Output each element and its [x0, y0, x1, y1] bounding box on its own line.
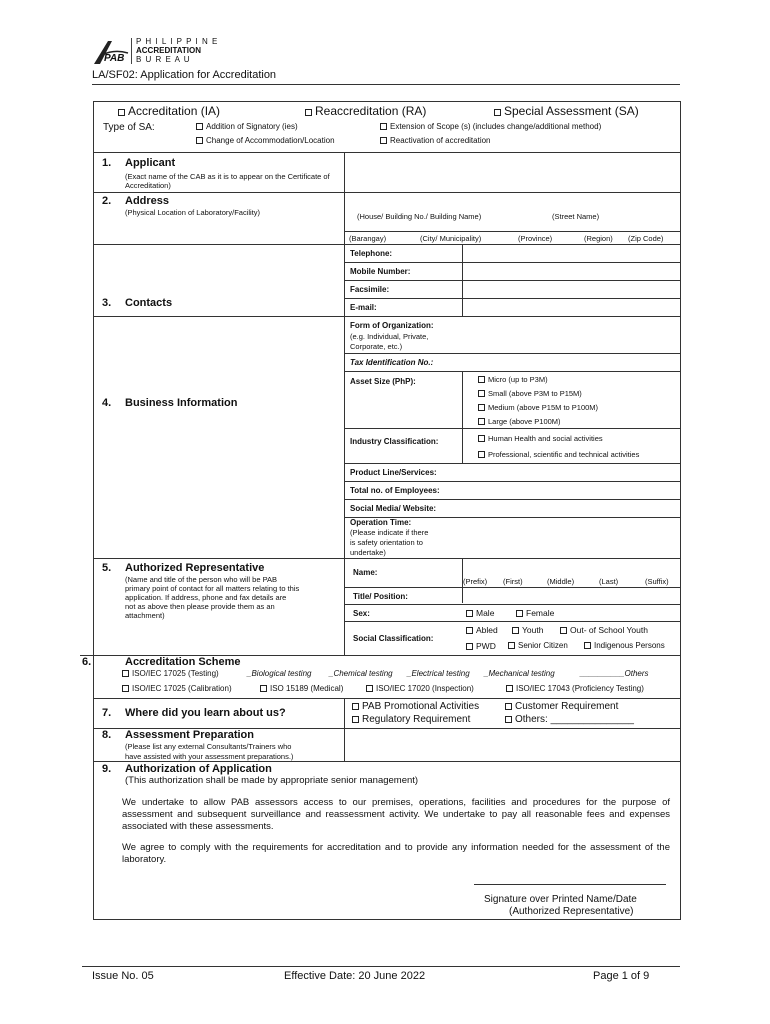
- scheme-proficiency-label: ISO/IEC 17043 (Proficiency Testing): [516, 684, 644, 693]
- class-opt-pwd[interactable]: [466, 641, 496, 651]
- checkbox-calibration[interactable]: [122, 685, 129, 692]
- s5-note-line3: application. If address, phone and fax details are: [125, 593, 287, 602]
- s2-title: Address: [125, 195, 170, 207]
- checkbox-scope[interactable]: [380, 123, 387, 130]
- asset-opt-medium[interactable]: [478, 403, 598, 412]
- option-ia-label: Accreditation (IA): [128, 104, 221, 118]
- learn-opt-others[interactable]: [505, 714, 634, 725]
- checkbox-health[interactable]: [478, 435, 485, 442]
- checkbox-sa[interactable]: [494, 109, 501, 116]
- checkbox-medium[interactable]: [478, 404, 485, 411]
- class-opt-oosy-label: Out- of School Youth: [570, 625, 648, 635]
- addr-city-label: (City/ Municipality): [420, 234, 482, 243]
- class-opt-abled-label: Abled: [476, 625, 498, 635]
- doc-title: LA/SF02: Application for Accreditation: [92, 69, 277, 81]
- consultants-field[interactable]: [346, 730, 679, 760]
- scheme-chem[interactable]: _Chemical testing: [329, 669, 393, 678]
- class-opt-pwd-label: PWD: [476, 641, 496, 651]
- scheme-calibration-label: ISO/IEC 17025 (Calibration): [132, 684, 232, 693]
- sa-option-accommodation[interactable]: [196, 136, 335, 145]
- s5-note-line4: not as above then please provide them as an: [125, 602, 275, 611]
- class-opt-indigenous-label: Indigenous Persons: [594, 641, 665, 650]
- sa-option-scope[interactable]: [380, 122, 601, 131]
- scheme-testing[interactable]: [122, 669, 219, 678]
- authorization-paragraph-2: We agree to comply with the requirements for accreditation and to provide any information needed for the assessment of the laboratory.: [122, 842, 670, 865]
- header-rule: [92, 84, 680, 85]
- s3-title: Contacts: [125, 297, 173, 309]
- social-class-label: Social Classification:: [353, 634, 434, 643]
- industry-opt-health-label: Human Health and social activities: [488, 434, 603, 443]
- s4-number: 4.: [102, 397, 112, 409]
- s8-note1: (Please list any external Consultants/Trainers who: [125, 742, 292, 751]
- checkbox-medical[interactable]: [260, 685, 267, 692]
- checkbox-reactivation[interactable]: [380, 137, 387, 144]
- learn-opt-promo[interactable]: [352, 701, 479, 712]
- rep-suffix-label: (Suffix): [645, 577, 669, 586]
- footer-rule: [82, 966, 680, 967]
- s5-number: 5.: [102, 562, 112, 574]
- form-org-note1: (e.g. Individual, Private,: [350, 332, 429, 341]
- checkbox-regulatory[interactable]: [352, 716, 359, 723]
- s9-title: Authorization of Application: [125, 763, 272, 775]
- operation-time-note3: undertake): [350, 548, 386, 557]
- s9-note: (This authorization shall be made by appropriate senior management): [125, 775, 419, 786]
- signature-label: Signature over Printed Name/Date: [484, 894, 637, 905]
- checkbox-accommodation[interactable]: [196, 137, 203, 144]
- industry-opt-health[interactable]: [478, 434, 603, 443]
- sex-opt-female-label: Female: [526, 608, 555, 618]
- scheme-calibration[interactable]: [122, 684, 232, 693]
- checkbox-professional[interactable]: [478, 451, 485, 458]
- org-line3: B U R E A U: [136, 55, 191, 64]
- email-label: E-mail:: [350, 303, 377, 312]
- type-of-sa-label: Type of SA:: [103, 122, 155, 133]
- addr-region-label: (Region): [584, 234, 613, 243]
- s5-note-line1: (Name and title of the person who will be PAB: [125, 575, 278, 584]
- email-field[interactable]: [464, 300, 679, 315]
- s6-title: Accreditation Scheme: [125, 656, 241, 668]
- operation-time-note2: is safety orientation to: [350, 538, 423, 547]
- rep-last-label: (Last): [599, 577, 619, 586]
- s8-number: 8.: [102, 729, 112, 741]
- option-ia[interactable]: [118, 104, 220, 118]
- s9-number: 9.: [102, 763, 112, 775]
- addr-zip-label: (Zip Code): [628, 234, 664, 243]
- sa-option-signatory[interactable]: [196, 122, 298, 131]
- scheme-others[interactable]: __________Others: [580, 669, 649, 678]
- s2-note: (Physical Location of Laboratory/Facility): [125, 208, 261, 217]
- checkbox-micro[interactable]: [478, 376, 485, 383]
- class-opt-oosy[interactable]: [560, 625, 648, 635]
- signature-sublabel: (Authorized Representative): [509, 906, 634, 917]
- checkbox-ia[interactable]: [118, 109, 125, 116]
- addr-house-label: (House/ Building No./ Building Name): [357, 212, 482, 221]
- addr-barangay-label: (Barangay): [349, 234, 387, 243]
- industry-label: Industry Classification:: [350, 437, 439, 446]
- checkbox-small[interactable]: [478, 390, 485, 397]
- class-opt-indigenous[interactable]: [584, 641, 665, 650]
- mobile-label: Mobile Number:: [350, 267, 411, 276]
- s1-title: Applicant: [125, 157, 176, 169]
- class-opt-youth[interactable]: [512, 625, 543, 635]
- form-org-note2: Corporate, etc.): [350, 342, 403, 351]
- mobile-field[interactable]: [464, 264, 679, 279]
- checkbox-others[interactable]: [505, 716, 512, 723]
- s3-number: 3.: [102, 297, 112, 309]
- option-sa[interactable]: [494, 104, 639, 118]
- learn-opt-regulatory[interactable]: [352, 714, 470, 725]
- class-opt-senior-label: Senior Citizen: [518, 641, 568, 650]
- rep-name-label: Name:: [353, 568, 378, 577]
- industry-opt-professional[interactable]: [478, 450, 639, 459]
- rep-title-label: Title/ Position:: [353, 592, 408, 601]
- checkbox-indigenous[interactable]: [584, 642, 591, 649]
- employees-label: Total no. of Employees:: [350, 486, 440, 495]
- addr-province-label: (Province): [518, 234, 553, 243]
- rep-prefix-label: (Prefix): [463, 577, 488, 586]
- s6-number: 6.: [82, 656, 92, 668]
- asset-opt-large[interactable]: [478, 417, 561, 426]
- logo-letters: PAB: [104, 53, 125, 64]
- telephone-field[interactable]: [464, 246, 679, 261]
- sex-opt-male[interactable]: [466, 608, 494, 618]
- s5-note: [125, 575, 340, 620]
- learn-opt-others-label: Others: _______________: [515, 714, 634, 725]
- operation-time-label: Operation Time:: [350, 518, 412, 527]
- asset-opt-micro[interactable]: [478, 375, 548, 384]
- asset-opt-medium-label: Medium (above P15M to P100M): [488, 403, 599, 412]
- s8-note2: have assisted with your assessment preparations.): [125, 752, 294, 761]
- checkbox-youth[interactable]: [512, 627, 519, 634]
- sex-opt-female[interactable]: [516, 608, 554, 618]
- class-opt-abled[interactable]: [466, 625, 498, 635]
- checkbox-male[interactable]: [466, 610, 473, 617]
- footer-effective-date: Effective Date: 20 June 2022: [284, 970, 426, 982]
- org-line1: P H I L I P P I N E: [136, 37, 219, 46]
- sa-option-accommodation-label: Change of Accommodation/Location: [206, 136, 335, 145]
- s7-number: 7.: [102, 707, 112, 719]
- sa-option-signatory-label: Addition of Signatory (ies): [206, 122, 298, 131]
- learn-opt-regulatory-label: Regulatory Requirement: [362, 714, 471, 725]
- industry-opt-professional-label: Professional, scientific and technical activities: [488, 450, 640, 459]
- checkbox-pwd[interactable]: [466, 643, 473, 650]
- tin-label: Tax Identification No.:: [350, 358, 434, 367]
- asset-opt-small[interactable]: [478, 389, 582, 398]
- applicant-name-field[interactable]: [346, 154, 679, 191]
- s5-title: Authorized Representative: [125, 562, 265, 574]
- product-label: Product Line/Services:: [350, 468, 437, 477]
- s8-title: Assessment Preparation: [125, 729, 254, 741]
- option-sa-label: Special Assessment (SA): [504, 104, 639, 118]
- scheme-bio[interactable]: _Biological testing: [247, 669, 312, 678]
- operation-time-note1: (Please indicate if there: [350, 528, 429, 537]
- rep-first-label: (First): [503, 577, 523, 586]
- scheme-inspection-label: ISO/IEC 17020 (Inspection): [376, 684, 474, 693]
- scheme-mech[interactable]: _Mechanical testing: [484, 669, 555, 678]
- checkbox-oosy[interactable]: [560, 627, 567, 634]
- org-name: [136, 37, 218, 64]
- sa-option-reactivation-label: Reactivation of accreditation: [390, 136, 491, 145]
- fax-label: Facsimile:: [350, 285, 390, 294]
- learn-opt-customer-label: Customer Requirement: [515, 701, 619, 712]
- asset-size-label: Asset Size (PhP):: [350, 377, 416, 386]
- org-line2: ACCREDITATION: [136, 46, 202, 55]
- rep-middle-label: (Middle): [547, 577, 575, 586]
- checkbox-senior[interactable]: [508, 642, 515, 649]
- social-media-label: Social Media/ Website:: [350, 504, 437, 513]
- scheme-proficiency[interactable]: [506, 684, 644, 693]
- checkbox-proficiency[interactable]: [506, 685, 513, 692]
- scheme-elec[interactable]: _Electrical testing: [407, 669, 470, 678]
- learn-opt-promo-label: PAB Promotional Activities: [362, 701, 480, 712]
- checkbox-promo[interactable]: [352, 703, 359, 710]
- checkbox-testing[interactable]: [122, 670, 129, 677]
- s5-note-line5: attachment): [125, 611, 165, 620]
- option-ra[interactable]: [305, 104, 426, 118]
- class-opt-youth-label: Youth: [522, 625, 544, 635]
- sex-opt-male-label: Male: [476, 608, 495, 618]
- s2-number: 2.: [102, 195, 112, 207]
- logo-divider: [131, 38, 132, 64]
- checkbox-inspection[interactable]: [366, 685, 373, 692]
- sa-option-scope-label: Extension of Scope (s) (includes change/additional method): [390, 122, 602, 131]
- checkbox-ra[interactable]: [305, 109, 312, 116]
- addr-street-label: (Street Name): [552, 212, 600, 221]
- scheme-testing-label: ISO/IEC 17025 (Testing): [132, 669, 219, 678]
- rep-sex-label: Sex:: [353, 609, 370, 618]
- scheme-inspection[interactable]: [366, 684, 474, 693]
- checkbox-signatory[interactable]: [196, 123, 203, 130]
- s4-title: Business Information: [125, 397, 238, 409]
- checkbox-large[interactable]: [478, 418, 485, 425]
- footer-page: Page 1 of 9: [593, 970, 650, 982]
- s1-note: (Exact name of the CAB as it is to appear on the Certificate of Accreditation): [125, 172, 330, 190]
- authorization-paragraph-1: We undertake to allow PAB assessors access to our premises, operations, facilities and procedures for the purpose of assessment and subsequent surveillance and reassessment activity. We undertake to pay all reasonable fees and expenses associated with these assessments.: [122, 797, 670, 832]
- signature-line[interactable]: [474, 884, 666, 885]
- scheme-medical-label: ISO 15189 (Medical): [270, 684, 344, 693]
- sa-option-reactivation[interactable]: [380, 136, 491, 145]
- form-org-label: Form of Organization:: [350, 321, 434, 330]
- checkbox-abled[interactable]: [466, 627, 473, 634]
- option-ra-label: Reaccreditation (RA): [315, 104, 427, 118]
- scheme-medical[interactable]: [260, 684, 343, 693]
- fax-field[interactable]: [464, 282, 679, 297]
- asset-opt-micro-label: Micro (up to P3M): [488, 375, 548, 384]
- class-opt-senior[interactable]: [508, 641, 568, 650]
- pab-logo: [92, 37, 132, 67]
- s1-number: 1.: [102, 157, 112, 169]
- checkbox-female[interactable]: [516, 610, 523, 617]
- s7-title: Where did you learn about us?: [125, 707, 286, 719]
- asset-opt-large-label: Large (above P100M): [488, 417, 561, 426]
- learn-opt-customer[interactable]: [505, 701, 618, 712]
- footer-issue: Issue No. 05: [92, 970, 154, 982]
- telephone-label: Telephone:: [350, 249, 393, 258]
- checkbox-customer[interactable]: [505, 703, 512, 710]
- s5-note-line2: primary point of contact for all matters relating to this: [125, 584, 300, 593]
- asset-opt-small-label: Small (above P3M to P15M): [488, 389, 582, 398]
